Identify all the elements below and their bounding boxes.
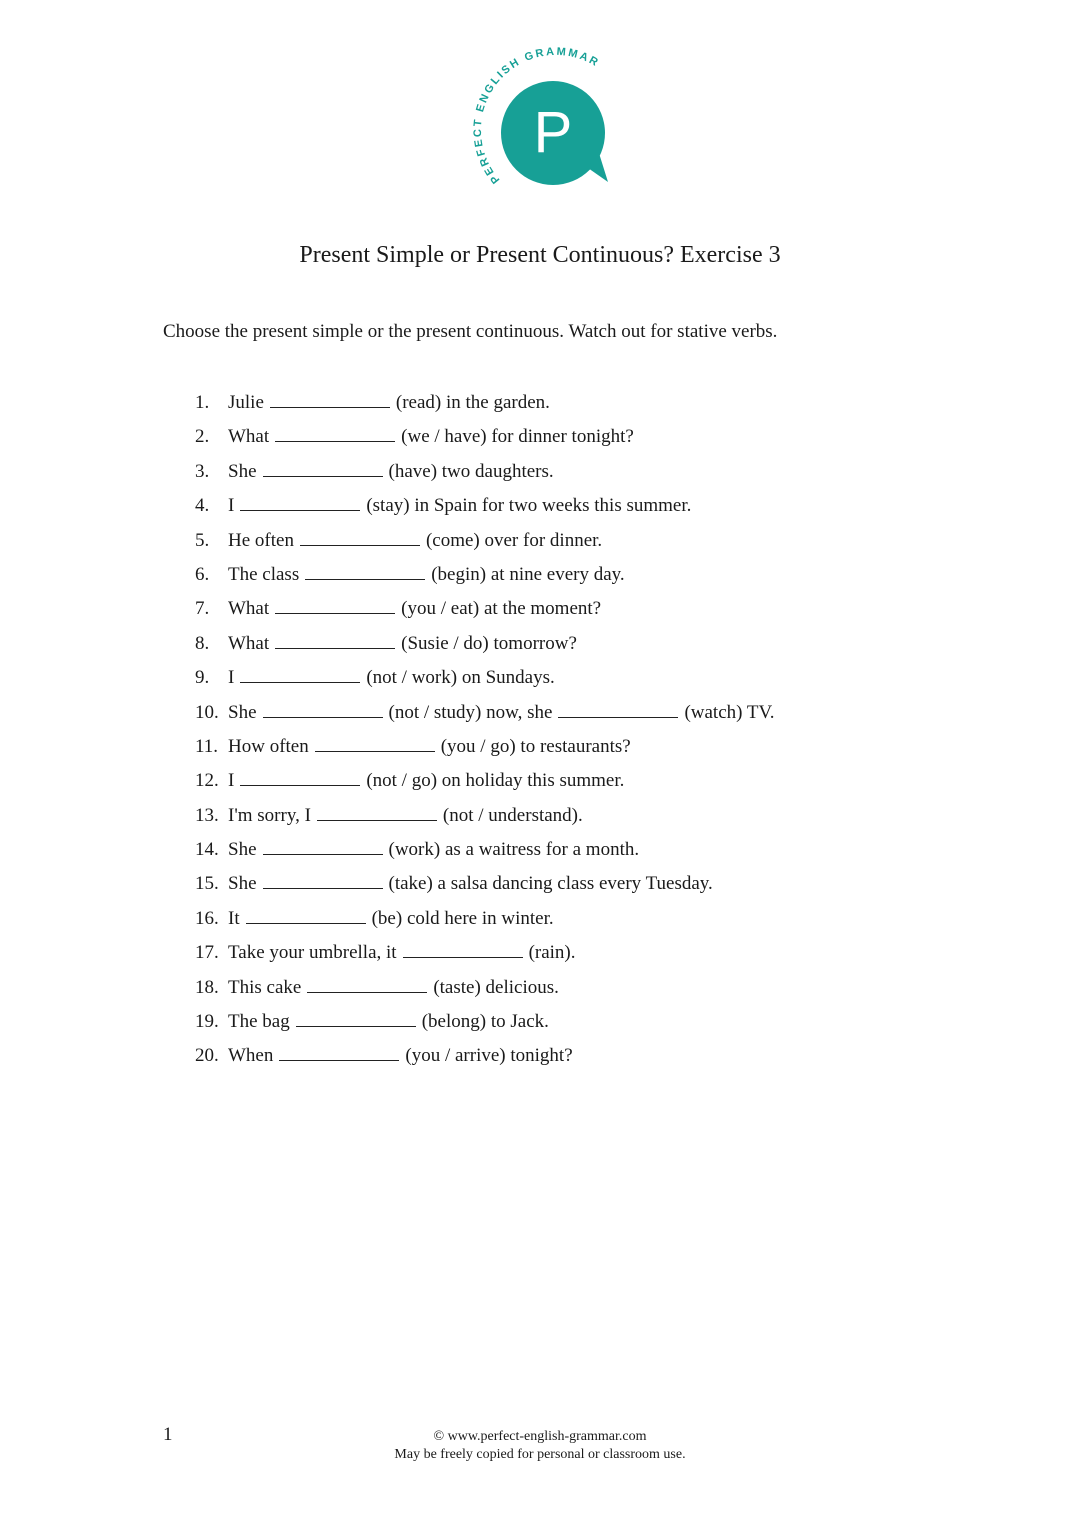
item-verb-hint: (watch) TV. <box>684 701 775 723</box>
item-verb-hint: (begin) at nine every day. <box>431 563 625 585</box>
item-prompt: What <box>228 598 270 620</box>
answer-blank[interactable] <box>296 1009 416 1027</box>
item-prompt: He often <box>228 529 294 551</box>
item-prompt: This cake <box>228 976 302 998</box>
page-number: 1 <box>163 1424 173 1445</box>
exercise-item <box>195 389 775 423</box>
item-number: 19. <box>195 1011 219 1033</box>
exercise-item <box>195 802 775 836</box>
item-verb-hint: (belong) to Jack. <box>421 1011 549 1033</box>
answer-blank[interactable] <box>263 871 383 889</box>
item-prompt: She <box>228 701 257 723</box>
item-number: 11. <box>195 735 219 757</box>
exercise-item <box>195 664 775 698</box>
item-number: 13. <box>195 804 219 826</box>
answer-blank[interactable] <box>240 493 360 511</box>
item-prompt: I <box>228 495 235 517</box>
answer-blank[interactable] <box>300 528 420 546</box>
answer-blank[interactable] <box>307 975 427 993</box>
item-prompt: She <box>228 460 257 482</box>
exercise-item <box>195 905 775 939</box>
exercise-item <box>195 595 775 629</box>
item-prompt: When <box>228 1045 274 1067</box>
item-prompt: What <box>228 632 270 654</box>
answer-blank[interactable] <box>246 906 366 924</box>
item-number: 8. <box>195 632 210 654</box>
item-number: 15. <box>195 873 219 895</box>
item-verb-hint: (taste) delicious. <box>433 976 559 998</box>
item-number: 10. <box>195 701 219 723</box>
item-verb-hint: (come) over for dinner. <box>425 529 603 551</box>
exercise-item <box>195 423 775 457</box>
item-number: 18. <box>195 976 219 998</box>
answer-blank[interactable] <box>279 1043 399 1061</box>
item-prompt: Julie <box>228 392 264 413</box>
item-number: 20. <box>195 1045 219 1067</box>
exercise-list <box>195 389 775 1077</box>
item-prompt: She <box>228 873 257 895</box>
item-number: 3. <box>195 460 210 482</box>
item-prompt: I <box>228 667 235 689</box>
item-verb-hint: (Susie / do) tomorrow? <box>401 632 577 654</box>
answer-blank[interactable] <box>315 734 435 752</box>
item-prompt: What <box>228 426 270 448</box>
exercise-item <box>195 492 775 526</box>
exercise-item <box>195 939 775 973</box>
item-verb-hint: (rain). <box>528 942 576 964</box>
footer-copyright: © www.perfect-english-grammar.com <box>433 1429 647 1444</box>
item-number: 6. <box>195 563 210 585</box>
item-prompt: She <box>228 839 257 861</box>
item-verb-hint: (not / study) now, she <box>388 701 553 723</box>
item-number: 16. <box>195 907 219 929</box>
exercise-item <box>195 836 775 870</box>
answer-blank[interactable] <box>275 631 395 649</box>
answer-blank[interactable] <box>263 700 383 718</box>
footer <box>0 1428 1080 1464</box>
answer-blank[interactable] <box>240 665 360 683</box>
item-number: 5. <box>195 529 210 551</box>
item-verb-hint: (you / go) to restaurants? <box>440 735 631 757</box>
item-prompt: How often <box>228 735 309 757</box>
answer-blank[interactable] <box>240 768 360 786</box>
logo <box>470 40 630 200</box>
item-verb-hint: (have) two daughters. <box>388 460 554 482</box>
item-verb-hint: (not / work) on Sundays. <box>366 667 555 689</box>
answer-blank[interactable] <box>317 803 437 821</box>
exercise-item <box>195 630 775 664</box>
logo-letter: P <box>533 100 573 165</box>
item-number: 9. <box>195 667 210 689</box>
item-verb-hint: (take) a salsa dancing class every Tuesday. <box>388 873 713 895</box>
exercise-item <box>195 1042 775 1076</box>
answer-blank[interactable] <box>275 596 395 614</box>
item-prompt: Take your umbrella, it <box>228 942 397 964</box>
instructions: Choose the present simple or the present continuous. Watch out for stative verbs. <box>163 321 778 342</box>
answer-blank[interactable] <box>305 562 425 580</box>
answer-blank[interactable] <box>263 459 383 477</box>
exercise-item <box>195 458 775 492</box>
exercise-item <box>195 767 775 801</box>
item-number: 2. <box>195 426 210 448</box>
page-title: Present Simple or Present Continuous? Exercise 3 <box>299 242 781 268</box>
item-verb-hint: (you / eat) at the moment? <box>401 598 602 620</box>
exercise-item <box>195 699 775 733</box>
item-prompt: The class <box>228 563 300 585</box>
item-verb-hint: (read) in the garden. <box>395 392 550 413</box>
answer-blank[interactable] <box>275 424 395 442</box>
item-number: 7. <box>195 598 210 620</box>
item-verb-hint: (we / have) for dinner tonight? <box>401 426 634 448</box>
item-number: 12. <box>195 770 219 792</box>
item-prompt: It <box>228 907 240 929</box>
answer-blank[interactable] <box>263 837 383 855</box>
exercise-item <box>195 733 775 767</box>
item-number: 14. <box>195 839 219 861</box>
exercise-item <box>195 527 775 561</box>
item-number: 1. <box>195 392 210 413</box>
item-verb-hint: (work) as a waitress for a month. <box>388 839 640 861</box>
item-verb-hint: (not / understand). <box>442 804 583 826</box>
exercise-item <box>195 974 775 1008</box>
item-number: 17. <box>195 942 219 964</box>
item-verb-hint: (stay) in Spain for two weeks this summer. <box>366 495 692 517</box>
answer-blank[interactable] <box>403 940 523 958</box>
exercise-item <box>195 561 775 595</box>
item-verb-hint: (you / arrive) tonight? <box>405 1045 573 1067</box>
answer-blank[interactable] <box>558 700 678 718</box>
logo-arc-text: PERFECT ENGLISH GRAMMAR <box>471 45 602 186</box>
item-verb-hint: (not / go) on holiday this summer. <box>366 770 625 792</box>
answer-blank[interactable] <box>270 390 390 408</box>
item-prompt: The bag <box>228 1011 290 1033</box>
item-verb-hint: (be) cold here in winter. <box>371 907 554 929</box>
item-prompt: I'm sorry, I <box>228 804 311 826</box>
item-number: 4. <box>195 495 210 517</box>
exercise-item <box>195 1008 775 1042</box>
item-prompt: I <box>228 770 235 792</box>
footer-usage-note: May be freely copied for personal or classroom use. <box>394 1447 686 1462</box>
exercise-item <box>195 870 775 904</box>
